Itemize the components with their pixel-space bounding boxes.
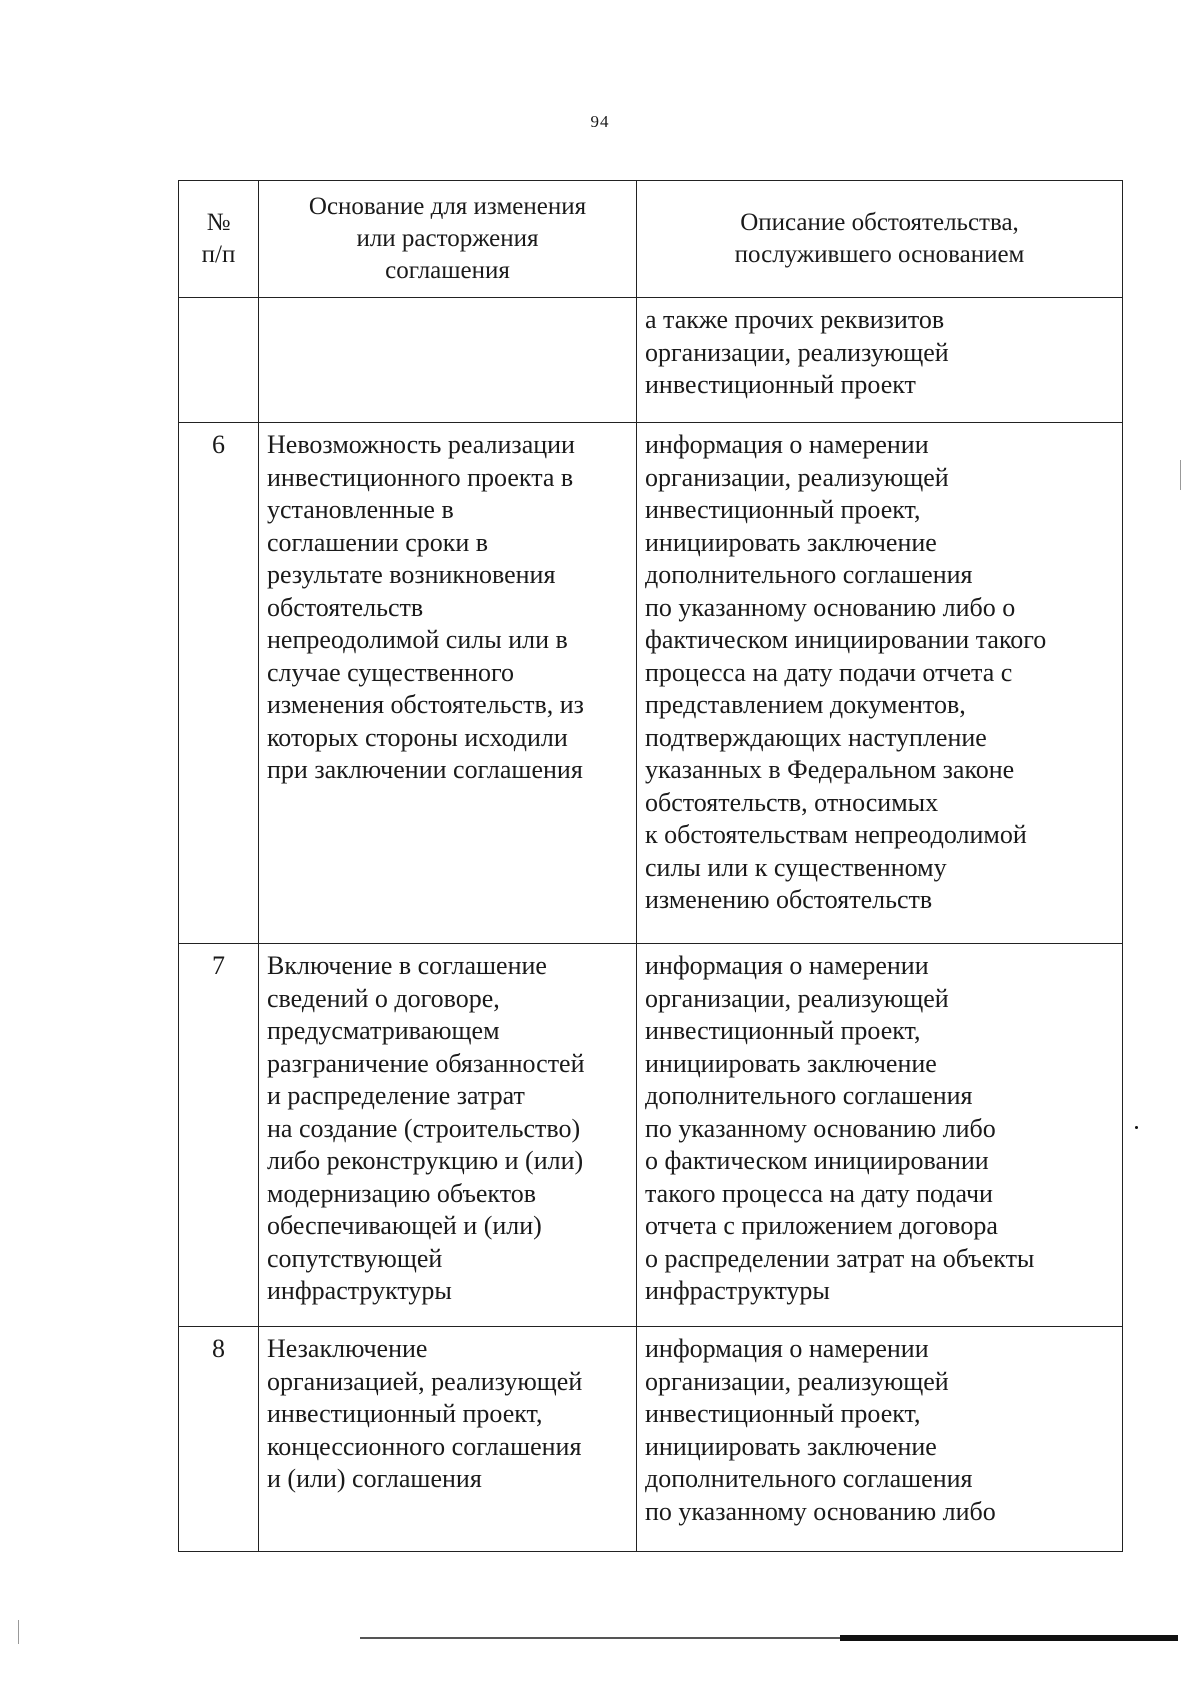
row-basis: Незаключение организацией, реализующей инвестиционный проект, концессионного соглашения и (или) соглашения [259,1327,637,1552]
row-description: информация о намерении организации, реализующей инвестиционный проект, инициировать заключение дополнительного соглашения по указанному основанию либо о фактическом инициировании такого процесса на дату подачи отчета с представлением документов, подтверждающих наступление указанных в Федеральном законе обстоятельств, относимых к обстоятельствам непреодолимой силы или к существенному изменению обстоятельств [637,423,1123,944]
table-header-row [179,181,1123,298]
header-number: № п/п [179,181,259,298]
row-basis: Включение в соглашение сведений о договоре, предусматривающем разграничение обязанностей и распределение затрат на создание (строительство) либо реконструкцию и (или) модернизацию объектов обеспечивающей и (или) сопутствующей инфраструктуры [259,944,637,1327]
row-description: информация о намерении организации, реализующей инвестиционный проект, инициировать заключение дополнительного соглашения по указанному основанию либо [637,1327,1123,1552]
row-description: информация о намерении организации, реализующей инвестиционный проект, инициировать заключение дополнительного соглашения по указанному основанию либо о фактическом инициировании такого процесса на дату подачи отчета с приложением договора о распределении затрат на объекты инфраструктуры [637,944,1123,1327]
row-number: 7 [179,944,259,1327]
grounds-table [178,180,1123,1552]
row-number [179,298,259,423]
scan-margin-mark [18,1620,19,1644]
scan-edge-bar [840,1635,1178,1641]
scan-margin-mark [1180,460,1181,490]
scan-dot [1135,1126,1138,1129]
page-number: 94 [590,112,610,131]
row-number: 6 [179,423,259,944]
row-basis: Невозможность реализации инвестиционного проекта в установленные в соглашении сроки в результате возникновения обстоятельств непреодолимой силы или в случае существенного изменения обстоятельств, из которых стороны исходили при заключении соглашения [259,423,637,944]
table-row [179,1327,1123,1552]
row-description: а также прочих реквизитов организации, реализующей инвестиционный проект [637,298,1123,423]
header-description: Описание обстоятельства, послужившего основанием [637,181,1123,298]
table-row [179,298,1123,423]
table-row [179,423,1123,944]
row-number: 8 [179,1327,259,1552]
table-row [179,944,1123,1327]
header-basis: Основание для изменения или расторжения соглашения [259,181,637,298]
row-basis [259,298,637,423]
